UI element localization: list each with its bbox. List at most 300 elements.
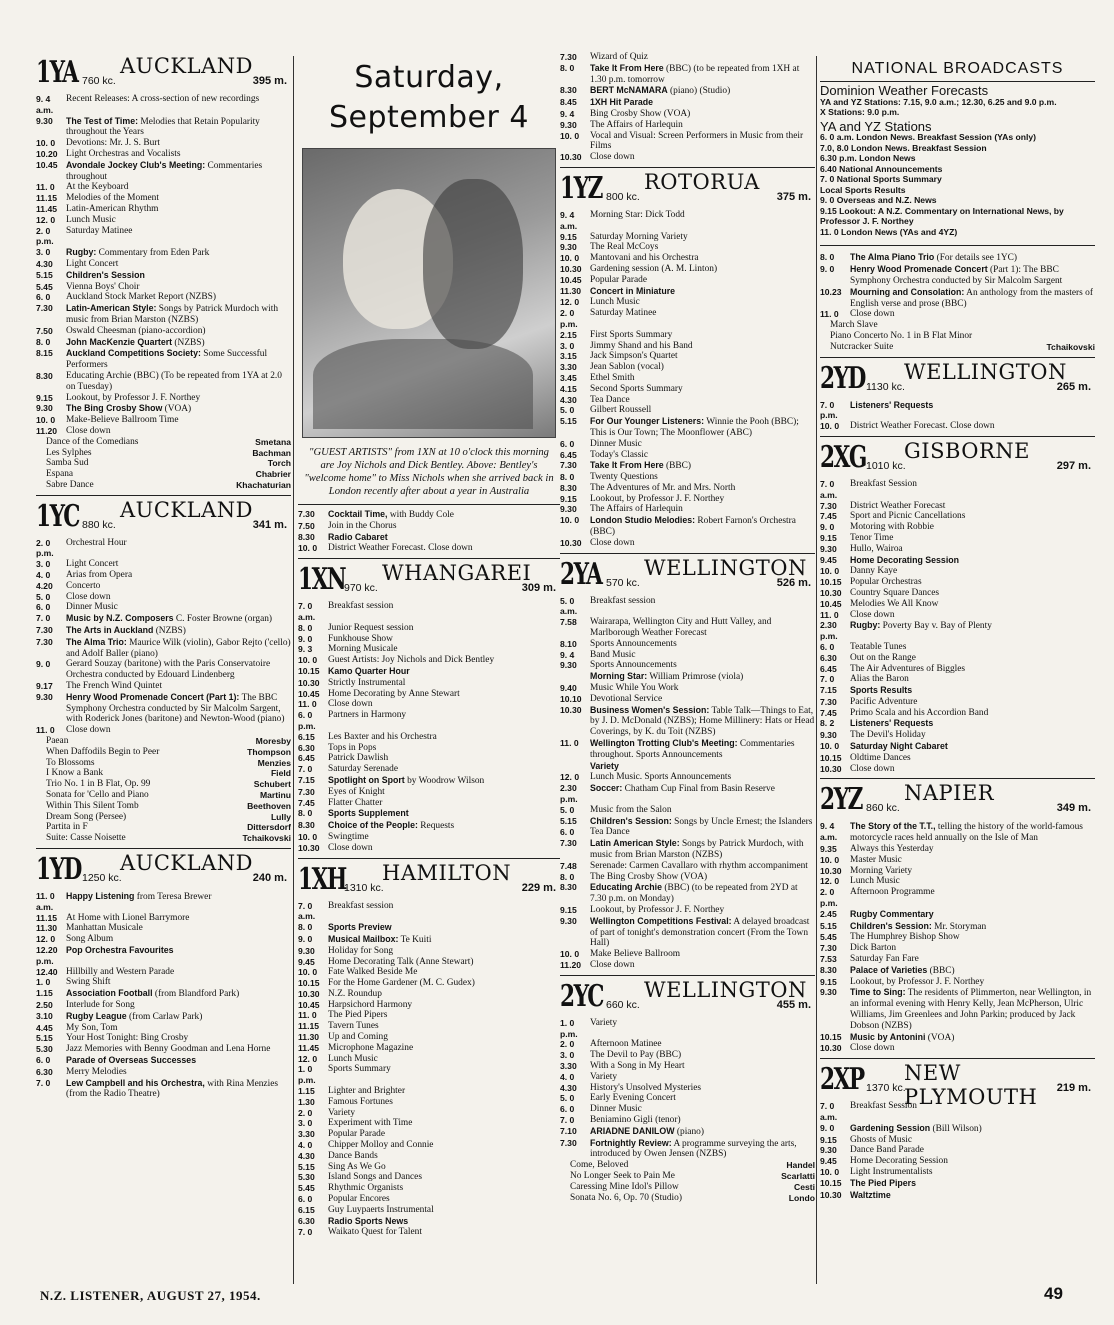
yayz-line: 6.40 National Announcements (820, 163, 943, 174)
listing-time: 10.15 (820, 1031, 842, 1042)
listing-text (328, 623, 560, 634)
listing-time: 7.30 (36, 303, 53, 314)
listing-text (850, 1032, 1095, 1044)
listing-text (850, 977, 1095, 988)
program-item (36, 812, 291, 823)
listing-description: Harpsichord Harmony (328, 999, 413, 1010)
listing-highlight: Concert in Miniature (590, 285, 676, 296)
listing-highlight: Lew Campbell and his Orchestra, (66, 1077, 205, 1088)
listing-description: Ghosts of Music (850, 1134, 912, 1145)
listing-row (298, 1000, 560, 1011)
listing-description: Sports Announcements (590, 660, 677, 671)
listing-description: Close down (590, 152, 635, 163)
listing-time: 10.30 (560, 152, 582, 163)
listing-text (850, 876, 1095, 887)
listing-text (328, 820, 560, 832)
listing-text (328, 532, 560, 544)
listing-text (850, 1123, 1095, 1135)
listing-time: 6. 0 (820, 641, 835, 652)
listing-text (590, 872, 815, 883)
listing-time: 7.10 (560, 1125, 577, 1136)
program-item (36, 469, 291, 480)
listing-time: 9. 4 (560, 108, 575, 119)
listing-text (328, 666, 560, 678)
listing-row (36, 891, 291, 913)
listing-text (850, 965, 1095, 977)
listing-time: 2.50 (36, 999, 53, 1010)
listing-highlight: Variety (590, 760, 619, 771)
listing-description: Famous Fortunes (328, 1096, 393, 1107)
program-title: Trio No. 1 in B Flat, Op. 99 (46, 779, 151, 790)
listing-text (66, 945, 291, 957)
program-composer: Dittersdorf (247, 822, 291, 833)
listing-row (298, 901, 560, 923)
listing-row (560, 109, 815, 120)
listing-time: 7. 0 (298, 764, 313, 775)
listing-highlight: Rugby League (66, 1010, 127, 1021)
listing-row (560, 671, 815, 683)
listing-description: Motoring with Robbie (850, 522, 934, 533)
listing-description: Morning Star: Dick Todd (590, 209, 685, 220)
listing-row (36, 1033, 291, 1044)
listing-row (298, 753, 560, 764)
listing-text (850, 932, 1095, 943)
listing-row (560, 705, 815, 738)
listing-row (820, 844, 1095, 855)
listing-row (560, 297, 815, 308)
station-frequency: 1250 kc. (82, 872, 122, 884)
listing-text (850, 730, 1095, 741)
listing-description: Junior Request session (328, 622, 414, 633)
listing-row (560, 838, 815, 861)
listing-text (590, 494, 815, 505)
listing-text (590, 450, 815, 461)
listing-time: 7.30 (36, 625, 53, 636)
station-city: WHANGAREI (382, 561, 532, 586)
listing-row (298, 699, 560, 710)
listing-row (298, 820, 560, 832)
listing-highlight: Soccer: (590, 783, 623, 794)
listing-time: 10.30 (560, 537, 582, 548)
listing-time: 8. 0 (560, 62, 575, 73)
listing-time: 9.30 (820, 730, 837, 741)
program-item (560, 1193, 815, 1204)
listing-description: Dinner Music (66, 602, 118, 613)
program-composer: Thompson (247, 746, 291, 757)
listing-row (820, 943, 1095, 954)
listing-time: 10.30 (560, 263, 582, 274)
listing-text (66, 247, 291, 259)
listing-text (328, 1054, 560, 1065)
listing-time: 6.30 (298, 1215, 315, 1226)
program-title: Sonata for 'Cello and Piano (46, 790, 149, 801)
listing-description: My Son, Tom (66, 1022, 118, 1033)
listing-text (590, 1104, 815, 1115)
listing-row (820, 718, 1095, 730)
listing-time: 3.10 (36, 1010, 53, 1021)
listing-row (560, 783, 815, 805)
listing-description: Hullo, Wairoa (850, 543, 903, 554)
listing-row (36, 581, 291, 592)
listing-description: Make-Believe Ballroom Time (66, 415, 179, 426)
listing-text (850, 855, 1095, 866)
listing-description: Gilbert Roussell (590, 405, 652, 416)
listing-description: Primo Scala and his Accordion Band (850, 707, 989, 718)
program-composer: Londo (788, 1192, 815, 1203)
listing-highlight: Saturday Night Cabaret (850, 741, 948, 752)
listing-row (820, 1135, 1095, 1146)
station-code: 2XP (820, 1062, 864, 1098)
listing-row (820, 909, 1095, 921)
listing-row (298, 1129, 560, 1140)
listing-highlight: The Alma Trio: (66, 636, 127, 647)
listing-row (560, 210, 815, 232)
listing-text (66, 226, 291, 237)
listing-text (590, 63, 815, 86)
listing-row (820, 977, 1095, 988)
column-2-listings (298, 509, 560, 1238)
listing-text (66, 204, 291, 215)
listing-time: 5. 0 (560, 1093, 575, 1104)
listing-text (328, 1162, 560, 1173)
listing-text (66, 1023, 291, 1034)
listing-text (66, 371, 291, 393)
listing-row (36, 282, 291, 293)
listing-text (590, 253, 815, 264)
listing-description: Winnie the Pooh (BBC); This is Our Town; The Moonflower (ABC) (590, 417, 799, 438)
listing-row (36, 1078, 291, 1101)
station-wavelength: 349 m. (1056, 802, 1091, 815)
listing-time: 3.15 (560, 351, 577, 362)
listing-row (820, 685, 1095, 697)
listing-highlight: Home Decorating Session (850, 554, 960, 565)
listing-time: 9. 0 (820, 522, 835, 533)
listing-description: Close down (850, 763, 895, 774)
column-3 (560, 52, 815, 1205)
listing-text (328, 1021, 560, 1032)
page-number: 49 (1044, 1284, 1063, 1303)
program-item (36, 747, 291, 758)
listing-text (850, 1156, 1095, 1167)
listing-text (590, 650, 815, 661)
listing-row (298, 1032, 560, 1043)
listing-description: (VOA) (927, 1032, 955, 1043)
listing-description: Saturday Fan Fare (850, 954, 919, 965)
listing-row (560, 639, 815, 650)
station-city: AUCKLAND (120, 851, 253, 875)
listing-text (590, 460, 815, 472)
listing-text (66, 538, 291, 549)
listing-time: 12. 0 (36, 934, 56, 945)
station-code: 1YD (36, 852, 81, 887)
listing-time: 10. 0 (560, 515, 580, 526)
listing-row (298, 666, 560, 678)
listing-row (560, 450, 815, 461)
listing-description: Up and Coming (328, 1032, 388, 1043)
listing-time: 8.30 (820, 964, 837, 975)
listing-description: District Weather Forecast (850, 500, 946, 511)
listing-row (36, 160, 291, 183)
listing-row (36, 559, 291, 570)
listing-row (298, 989, 560, 1000)
station-frequency: 1130 kc. (866, 380, 905, 393)
listing-time: 7. 0 (298, 1227, 313, 1238)
listing-description: Second Sports Summary (590, 383, 683, 394)
program-composer: Handel (786, 1160, 815, 1171)
date-title: Saturday, September 4 (329, 60, 529, 135)
program-item (820, 331, 1095, 342)
listing-time: 10. 0 (36, 138, 56, 149)
listing-description: Vienna Boys' Choir (66, 281, 140, 292)
listing-time: 4.45 (36, 1022, 53, 1033)
listing-description: Make Believe Ballroom (590, 949, 681, 960)
listing-row (560, 916, 815, 949)
column-1 (36, 52, 291, 1102)
listing-time: 4.30 (36, 258, 53, 269)
listing-row (820, 642, 1095, 653)
listing-text (328, 732, 560, 743)
divider (820, 245, 1095, 246)
listing-time: 2. 0 (560, 1039, 575, 1050)
listing-text (850, 954, 1095, 965)
listing-description: History's Unsolved Mysteries (590, 1082, 702, 1093)
listing-text (328, 699, 560, 710)
station-header (36, 495, 291, 538)
listing-time: 10. 0 (820, 741, 840, 752)
listing-time: 12.40 (36, 966, 58, 977)
listing-text (590, 152, 815, 163)
listing-text (590, 472, 815, 483)
program-title: Partita in F (46, 822, 88, 833)
listing-description: Tenor Time (850, 532, 894, 543)
listing-highlight: Pop Orchestra Favourites (66, 944, 174, 955)
listing-description: Les Baxter and his Orchestra (328, 731, 437, 742)
listing-time: 1. 0 p.m. (560, 1017, 578, 1039)
program-title: Les Sylphes (46, 447, 92, 458)
listing-row (298, 1118, 560, 1129)
listing-time: 7.30 (560, 1137, 577, 1148)
listing-time: 10.45 (298, 999, 320, 1010)
listing-description: Commentaries throughout (66, 160, 263, 182)
listing-description: Melodies of the Moment (66, 193, 159, 204)
listing-time: 5.15 (36, 269, 53, 280)
listing-row (560, 351, 815, 362)
station-wavelength: 375 m. (776, 190, 811, 203)
listing-row (560, 861, 815, 872)
listing-highlight: Sports Supplement (328, 808, 409, 819)
listing-highlight: Wellington Competitions Festival: (590, 915, 732, 926)
listing-description: Lunch Music (590, 297, 640, 308)
listing-row (36, 403, 291, 415)
listing-row (820, 965, 1095, 977)
station-wavelength: 526 m. (776, 576, 811, 589)
listing-text (66, 303, 291, 326)
listing-time: 4. 0 (560, 1071, 575, 1082)
listing-highlight: Listeners' Requests (850, 718, 934, 729)
listing-time: 4.30 (560, 1082, 577, 1093)
listing-description: (Bill Wilson) (932, 1123, 982, 1134)
listing-text (590, 97, 815, 109)
listing-description: (piano) (676, 1126, 704, 1137)
listing-time: 9.45 (820, 1156, 837, 1167)
listing-row (36, 923, 291, 934)
listing-description: (For details see 1YC) (936, 253, 1018, 264)
program-item (36, 801, 291, 812)
column-4 (820, 52, 1095, 1203)
listing-text (590, 275, 815, 286)
program-item (560, 1171, 815, 1182)
listing-time: 6. 0 (560, 438, 575, 449)
listing-description: Guest Artists: Joy Nichols and Dick Bentley (328, 655, 495, 666)
listing-text (328, 1043, 560, 1054)
station-wavelength: 229 m. (521, 881, 556, 894)
yayz-line: 9. 0 Overseas and N.Z. News (820, 195, 937, 206)
listing-description: Tops in Pops (328, 742, 377, 753)
listing-description: An anthology from the masters of English verse and prose (BBC) (850, 287, 1093, 309)
listing-description: A delayed broadcast of part of tonight's demonstration concert (From the Town Hall) (590, 916, 810, 949)
station-frequency: 660 kc. (606, 998, 640, 1011)
listing-time: 11.30 (560, 285, 582, 296)
listing-description: Devotional Service (590, 693, 663, 704)
listing-text (328, 1118, 560, 1129)
program-item (36, 822, 291, 833)
listing-text (590, 596, 815, 607)
listing-highlight: Rugby: (66, 247, 97, 258)
listing-description: Melodies that Retain Popularity throughout the Years (66, 116, 260, 138)
listing-text (328, 634, 560, 645)
program-composer: Smetana (255, 436, 291, 447)
listing-description: Home Decorating Talk (Anne Stewart) (328, 956, 474, 967)
listing-time: 7.30 (820, 500, 837, 511)
listing-time: 10. 0 (36, 415, 56, 426)
listing-time: 11.20 (36, 425, 58, 436)
listing-description: The French Wind Quintet (66, 681, 163, 692)
listing-time: 5.15 (820, 920, 837, 931)
listing-text (328, 689, 560, 700)
listing-row (298, 743, 560, 754)
listing-time: 5.30 (298, 1172, 315, 1183)
listing-time: 3. 0 (298, 1118, 313, 1129)
listing-description: Dance Band Parade (850, 1145, 924, 1156)
listing-time: 6.15 (298, 1204, 315, 1215)
station-wavelength: 309 m. (521, 582, 556, 595)
listing-time: 8.30 (560, 482, 577, 493)
listing-row (36, 247, 291, 259)
listing-description: Merry Melodies (66, 1066, 127, 1077)
listing-highlight: Business Women's Session: (590, 704, 710, 715)
listing-highlight: Morning Star: (590, 671, 648, 682)
listing-text (328, 922, 560, 934)
listing-text (850, 599, 1095, 610)
listing-description: Dance Bands (328, 1150, 378, 1161)
listing-time: 7. 0 (36, 613, 51, 624)
listing-description: The Adventures of Mr. and Mrs. North (590, 482, 736, 493)
listing-text (66, 149, 291, 160)
listing-text (66, 891, 291, 903)
listing-text (850, 987, 1095, 1031)
listing-highlight: The Story of the T.T., (850, 821, 936, 832)
listing-time: 10. 0 (820, 421, 840, 432)
station-block (36, 495, 291, 844)
listing-text (66, 1067, 291, 1078)
listing-time: 1. 0 p.m. (298, 1064, 316, 1086)
listing-time: 1. 0 (36, 977, 51, 988)
listing-text (590, 416, 815, 439)
listing-row (820, 764, 1095, 775)
listing-text (590, 341, 815, 352)
listing-time: 9. 4 a.m. (560, 209, 578, 231)
listing-text (328, 775, 560, 787)
listing-text (328, 601, 560, 612)
listing-text (850, 664, 1095, 675)
listing-row (298, 1151, 560, 1162)
listing-row (298, 710, 560, 732)
listing-row (298, 1064, 560, 1086)
listing-row (560, 63, 815, 86)
listing-text (850, 653, 1095, 664)
listing-row (560, 286, 815, 298)
listing-time: 9.45 (298, 956, 315, 967)
listing-time: 10. 0 (298, 655, 318, 666)
listing-time: 2.45 (820, 908, 837, 919)
program-composer: Chabrier (255, 469, 291, 480)
listing-row (298, 1010, 560, 1021)
listing-time: 10. 0 (298, 967, 318, 978)
listing-time: 10. 0 (298, 831, 318, 842)
listing-text (66, 292, 291, 303)
listing-time: 8.45 (560, 97, 577, 108)
station-header (820, 778, 1095, 821)
listing-time: 10.30 (298, 677, 320, 688)
station-wavelength: 395 m. (252, 75, 287, 87)
station-header (560, 553, 815, 596)
listing-row (298, 521, 560, 532)
listing-time: 8. 0 (560, 472, 575, 483)
listing-time: 6. 0 (36, 292, 51, 303)
listing-description: With a Song in My Heart (590, 1060, 685, 1071)
listing-time: 6. 0 p.m. (298, 710, 316, 731)
listing-row (560, 805, 815, 816)
listing-description: Melodies We All Know (850, 598, 939, 609)
listing-description: Song Album (66, 934, 114, 945)
station-header (298, 558, 560, 601)
listing-text (328, 1108, 560, 1119)
station-wavelength: 240 m. (252, 872, 287, 884)
listing-time: 10.45 (820, 598, 842, 609)
listing-text (850, 555, 1095, 567)
listing-time: 11.20 (560, 959, 582, 970)
listing-description: Lookout, by Professor J. F. Northey (590, 904, 725, 915)
listing-highlight: The Pied Pipers (850, 1177, 916, 1188)
listing-highlight: Avondale Jockey Club's Meeting: (66, 159, 206, 170)
listing-description: Dick Barton (850, 943, 897, 954)
listing-description: Breakfast session (328, 900, 394, 911)
listing-description: Danny Kaye (850, 566, 898, 577)
listing-description: Chipper Molloy and Connie (328, 1140, 434, 1151)
listing-text (850, 511, 1095, 522)
listing-text (66, 1044, 291, 1055)
listing-highlight: John MacKenzie Quartert (66, 336, 173, 347)
listing-row (560, 1018, 815, 1040)
station-header (560, 167, 815, 210)
listing-text (328, 1205, 560, 1216)
listing-text (590, 405, 815, 416)
listing-row (560, 1039, 815, 1050)
listing-row (820, 866, 1095, 877)
listing-description: The Air Adventures of Biggles (850, 663, 966, 674)
listing-description: Flatter Chatter (328, 797, 383, 808)
listing-row (560, 232, 815, 243)
